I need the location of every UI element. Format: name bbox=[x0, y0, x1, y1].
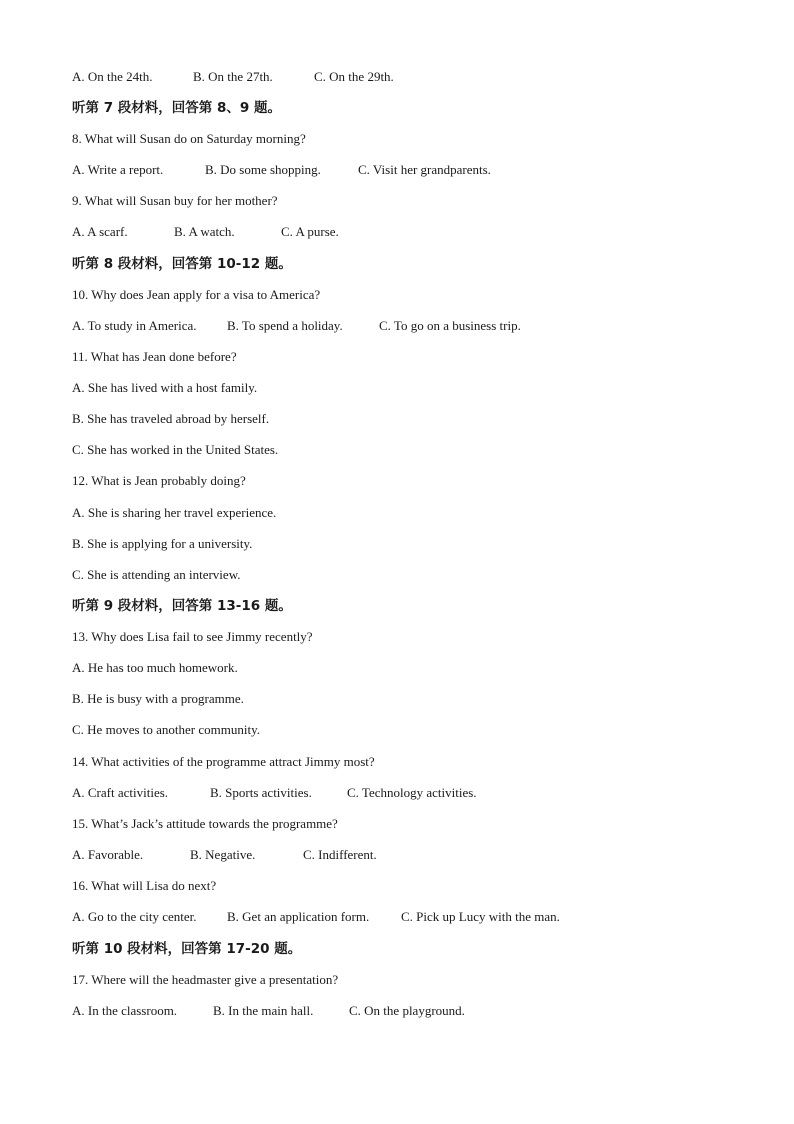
answer-option: C. He moves to another community. bbox=[72, 722, 260, 737]
section-heading: 听第 7 段材料，回答第 8、9 题。 bbox=[72, 100, 281, 116]
answer-option: A. To study in America. bbox=[72, 318, 197, 333]
section-heading: 听第 9 段材料，回答第 13-16 题。 bbox=[72, 598, 292, 614]
answer-option: B. Negative. bbox=[190, 847, 256, 862]
answer-option: A. On the 24th. bbox=[72, 69, 153, 84]
answer-option: A. She has lived with a host family. bbox=[72, 380, 258, 395]
answer-option: B. In the main hall. bbox=[213, 1003, 314, 1018]
answer-option: C. She is attending an interview. bbox=[72, 567, 241, 582]
answer-option: A. She is sharing her travel experience. bbox=[72, 505, 277, 520]
question-text: 16. What will Lisa do next? bbox=[72, 878, 217, 893]
answer-option: C. On the playground. bbox=[349, 1003, 465, 1018]
answer-option: A. Craft activities. bbox=[72, 785, 169, 800]
answer-option: B. To spend a holiday. bbox=[227, 318, 343, 333]
answer-option: C. To go on a business trip. bbox=[379, 318, 521, 333]
answer-option: C. Visit her grandparents. bbox=[358, 162, 491, 177]
answer-option: C. On the 29th. bbox=[314, 69, 394, 84]
question-text: 17. Where will the headmaster give a presentation? bbox=[72, 972, 339, 987]
question-text: 15. What’s Jack’s attitude towards the programme? bbox=[72, 816, 338, 831]
question-text: 10. Why does Jean apply for a visa to America? bbox=[72, 287, 321, 302]
section-heading: 听第 10 段材料，回答第 17-20 题。 bbox=[72, 941, 302, 957]
answer-option: B. She is applying for a university. bbox=[72, 536, 253, 551]
answer-option: B. Sports activities. bbox=[210, 785, 312, 800]
answer-option: C. She has worked in the United States. bbox=[72, 442, 279, 457]
answer-option: B. A watch. bbox=[174, 224, 235, 239]
answer-option: A. A scarf. bbox=[72, 224, 128, 239]
question-text: 14. What activities of the programme attract Jimmy most? bbox=[72, 754, 375, 769]
question-text: 12. What is Jean probably doing? bbox=[72, 473, 246, 488]
answer-option: C. A purse. bbox=[281, 224, 339, 239]
answer-option: B. Do some shopping. bbox=[205, 162, 321, 177]
answer-option: B. He is busy with a programme. bbox=[72, 691, 244, 706]
question-text: 9. What will Susan buy for her mother? bbox=[72, 193, 278, 208]
answer-option: A. He has too much homework. bbox=[72, 660, 238, 675]
answer-option: C. Indifferent. bbox=[303, 847, 377, 862]
answer-option: B. She has traveled abroad by herself. bbox=[72, 411, 270, 426]
question-text: 13. Why does Lisa fail to see Jimmy recently? bbox=[72, 629, 313, 644]
answer-option: B. Get an application form. bbox=[227, 909, 370, 924]
question-text: 11. What has Jean done before? bbox=[72, 349, 237, 364]
answer-option: A. In the classroom. bbox=[72, 1003, 178, 1018]
answer-option: C. Technology activities. bbox=[347, 785, 477, 800]
question-text: 8. What will Susan do on Saturday morning? bbox=[72, 131, 306, 146]
answer-option: B. On the 27th. bbox=[193, 69, 273, 84]
answer-option: A. Favorable. bbox=[72, 847, 144, 862]
answer-option: C. Pick up Lucy with the man. bbox=[401, 909, 560, 924]
answer-option: A. Write a report. bbox=[72, 162, 164, 177]
answer-option: A. Go to the city center. bbox=[72, 909, 197, 924]
section-heading: 听第 8 段材料，回答第 10-12 题。 bbox=[72, 256, 292, 272]
